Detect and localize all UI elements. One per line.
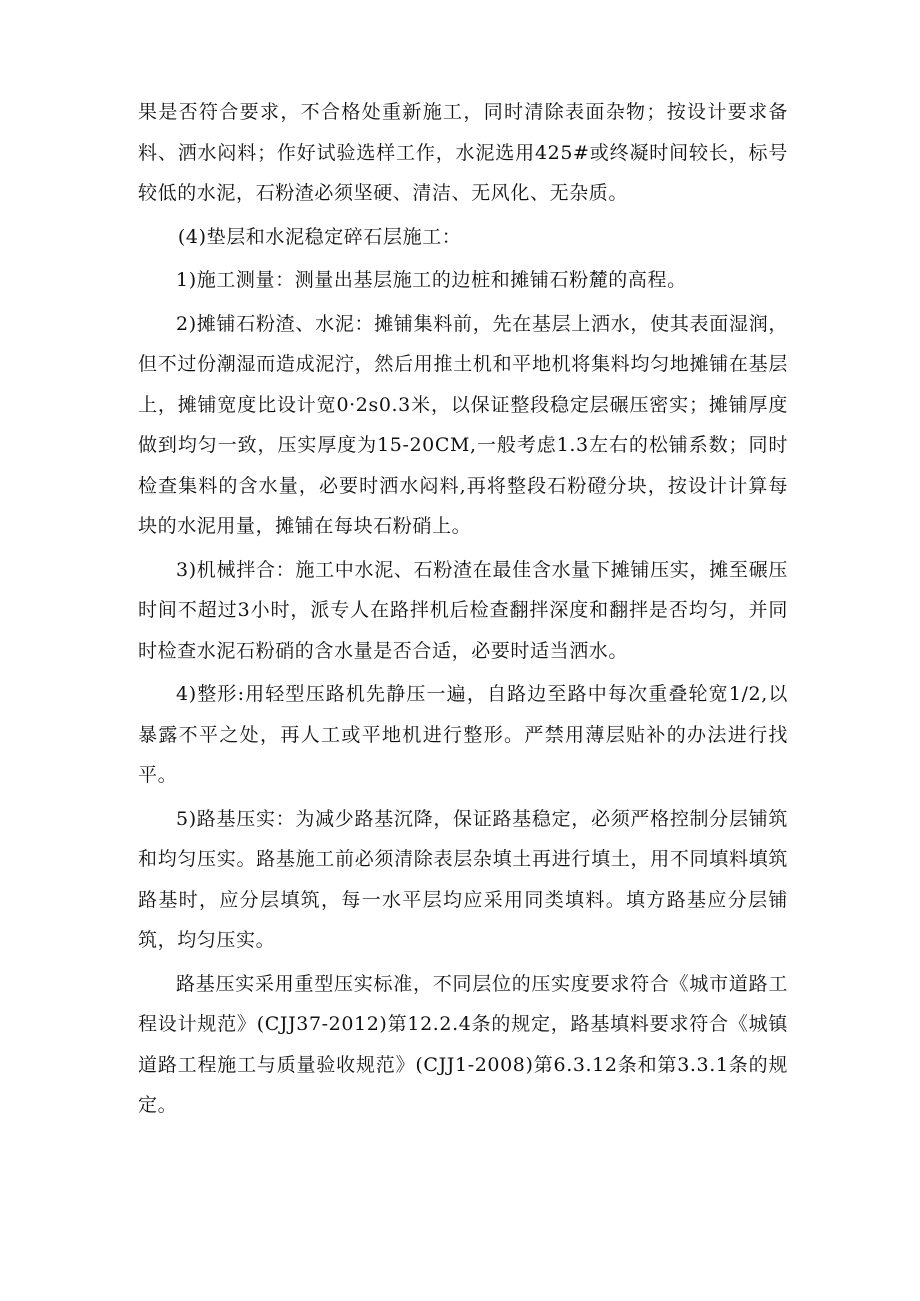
step-5-paragraph: 5)路基压实：为减少路基沉降，保证路基稳定，必须严格控制分层铺筑和均匀压实。路基施工前必须清除表层杂填土再进行填土，用不同填料填筑路基时，应分层填筑，每一水平层均应采用同类填料。填方路基应分层铺筑，均匀压实。: [138, 807, 788, 951]
step-2-paragraph: 2)摊铺石粉渣、水泥：摊铺集料前，先在基层上洒水，使其表面湿润，但不过份潮湿而造成泥泞，然后用推土机和平地机将集料均匀地摊铺在基层上，摊铺宽度比设计宽0·2s0.3米，以保证整段稳定层碾压密实；摊铺厚度做到均匀一致，压实厚度为15-20CM,一般考虑1.3左右的松铺系数；同时检查集料的含水量，必要时洒水闷料,再将整段石粉磴分块，按设计计算每块的水泥用量，摊铺在每块石粉硝上。: [138, 312, 788, 537]
section-heading: (4)垫层和水泥稳定碎石层施工：: [177, 225, 462, 248]
step-4-paragraph: 4)整形:用轻型压路机先静压一遍，自路边至路中每次重叠轮宽1/2,以暴露不平之处，再人工或平地机进行整形。严禁用薄层贴补的办法进行找平。: [138, 683, 788, 786]
document-body: [138, 92, 788, 1126]
paragraph-continuation: 果是否符合要求，不合格处重新施工，同时清除表面杂物；按设计要求备料、洒水闷料；作好试验选样工作，水泥选用425#或终凝时间较长，标号较低的水泥，石粉渣必须坚硬、清洁、无风化、无杂质。: [138, 101, 788, 204]
step-1-paragraph: 1)施工测量：测量出基层施工的边桩和摊铺石粉麓的高程。: [176, 269, 687, 291]
step-3-paragraph: 3)机械拌合：施工中水泥、石粉渣在最佳含水量下摊铺压实，摊至碾压时间不超过3小时，派专人在路拌机后检查翻拌深度和翻拌是否均匀，并同时检查水泥石粉硝的含水量是否合适，必要时适当洒水。: [138, 558, 788, 662]
compaction-standard-paragraph: 路基压实采用重型压实标准，不同层位的压实度要求符合《城市道路工程设计规范》(CJJ37-2012)第12.2.4条的规定，路基填料要求符合《城镇道路工程施工与质量验收规范》(CJJ1-2008)第6.3.12条和第3.3.1条的规定。: [138, 972, 788, 1116]
